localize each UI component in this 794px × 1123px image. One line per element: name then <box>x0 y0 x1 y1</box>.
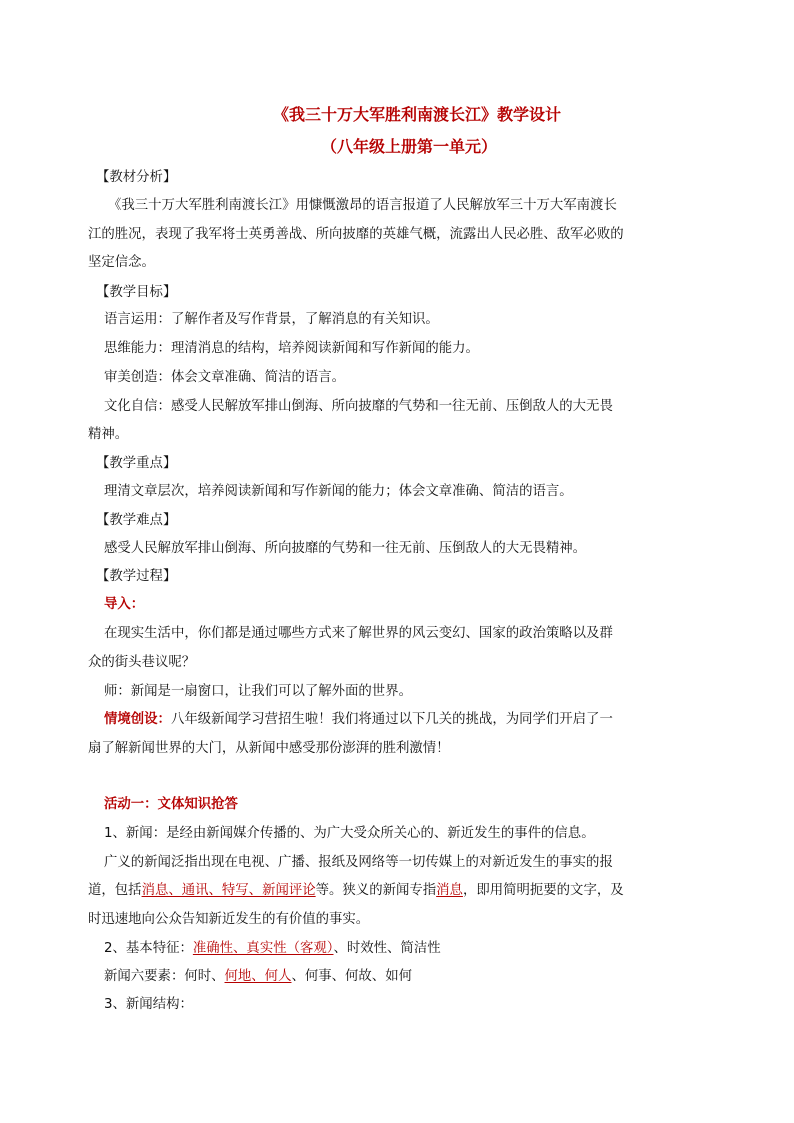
section-heading-process: 【教学过程】 <box>96 569 177 584</box>
document-subtitle: （八年级上册第一单元） <box>320 137 497 156</box>
underlined-answer: 消息 <box>436 883 463 898</box>
scenario-label: 情境创设： <box>104 712 171 727</box>
scenario-line <box>104 713 613 726</box>
teacher-line: 师：新闻是一扇窗口，让我们可以了解外面的世界。 <box>104 684 412 699</box>
paragraph-line: 在现实生活中，你们都是通过哪些方式来了解世界的风云变幻、国家的政治策略以及群 <box>104 626 613 641</box>
paragraph-line: 坚定信念。 <box>88 255 155 270</box>
goal-culture: 文化自信：感受人民解放军排山倒海、所向披靡的气势和一往无前、压倒敌人的大无畏 <box>104 399 613 414</box>
section-heading-material: 【教材分析】 <box>96 170 177 185</box>
section-heading-key-points: 【教学重点】 <box>96 456 177 471</box>
six-elements-line <box>104 970 412 983</box>
intro-label: 导入： <box>104 597 145 612</box>
paragraph-line: 江的胜况，表现了我军将士英勇善战、所向披靡的英雄气概，流露出人民必胜、敌军必败的 <box>88 227 624 242</box>
document-title: 《我三十万大军胜利南渡长江》教学设计 <box>272 105 561 124</box>
key-points-text: 理清文章层次，培养阅读新闻和写作新闻的能力；体会文章准确、简洁的语言。 <box>104 484 573 499</box>
news-types-line <box>88 884 624 897</box>
text-span: ，即用简明扼要的文字，及 <box>462 883 624 898</box>
text-span: 、何事、何故、如何 <box>291 969 412 984</box>
difficulties-text: 感受人民解放军排山倒海、所向披靡的气势和一往无前、压倒敌人的大无畏精神。 <box>104 541 587 556</box>
paragraph-line: 时迅速地向公众告知新近发生的有价值的事实。 <box>88 912 370 927</box>
text-span: 、时效性、简洁性 <box>333 941 441 956</box>
goal-culture-cont: 精神。 <box>88 427 129 442</box>
goal-thinking: 思维能力：理清消息的结构，培养阅读新闻和写作新闻的能力。 <box>104 341 479 356</box>
section-heading-goals: 【教学目标】 <box>96 285 177 300</box>
goal-language: 语言运用：了解作者及写作背景，了解消息的有关知识。 <box>104 312 439 327</box>
text-span: 等。狭义的新闻专指 <box>315 883 437 898</box>
paragraph-line: 广义的新闻泛指出现在电视、广播、报纸及网络等一切传媒上的对新近发生的事实的报 <box>104 855 613 870</box>
paragraph-line: 《我三十万大军胜利南渡长江》用慷慨激昂的语言报道了人民解放军三十万大军南渡长 <box>108 198 617 213</box>
underlined-answer: 准确性、真实性（客观） <box>192 941 334 956</box>
section-heading-difficulties: 【教学难点】 <box>96 513 177 528</box>
goal-aesthetic: 审美创造：体会文章准确、简洁的语言。 <box>104 370 346 385</box>
underlined-answer: 消息、通讯、特写、新闻评论 <box>141 883 316 898</box>
paragraph-line: 扇了解新闻世界的大门，从新闻中感受那份澎湃的胜利激情！ <box>88 741 450 756</box>
features-line <box>104 942 441 955</box>
scenario-text: 八年级新闻学习营招生啦！我们将通过以下几关的挑战，为同学们开启了一 <box>170 712 613 727</box>
underlined-answer: 何地、何人 <box>224 969 292 984</box>
activity-heading: 活动一：文体知识抢答 <box>104 797 238 812</box>
text-span: 新闻六要素：何时、 <box>104 969 225 984</box>
structure-line: 3、新闻结构： <box>104 997 193 1012</box>
news-definition: 1、新闻：是经由新闻媒介传播的、为广大受众所关心的、新近发生的事件的信息。 <box>104 826 595 841</box>
text-span: 道，包括 <box>88 883 142 898</box>
text-span: 2、基本特征： <box>104 941 193 956</box>
paragraph-line: 众的街头巷议呢？ <box>88 655 196 670</box>
